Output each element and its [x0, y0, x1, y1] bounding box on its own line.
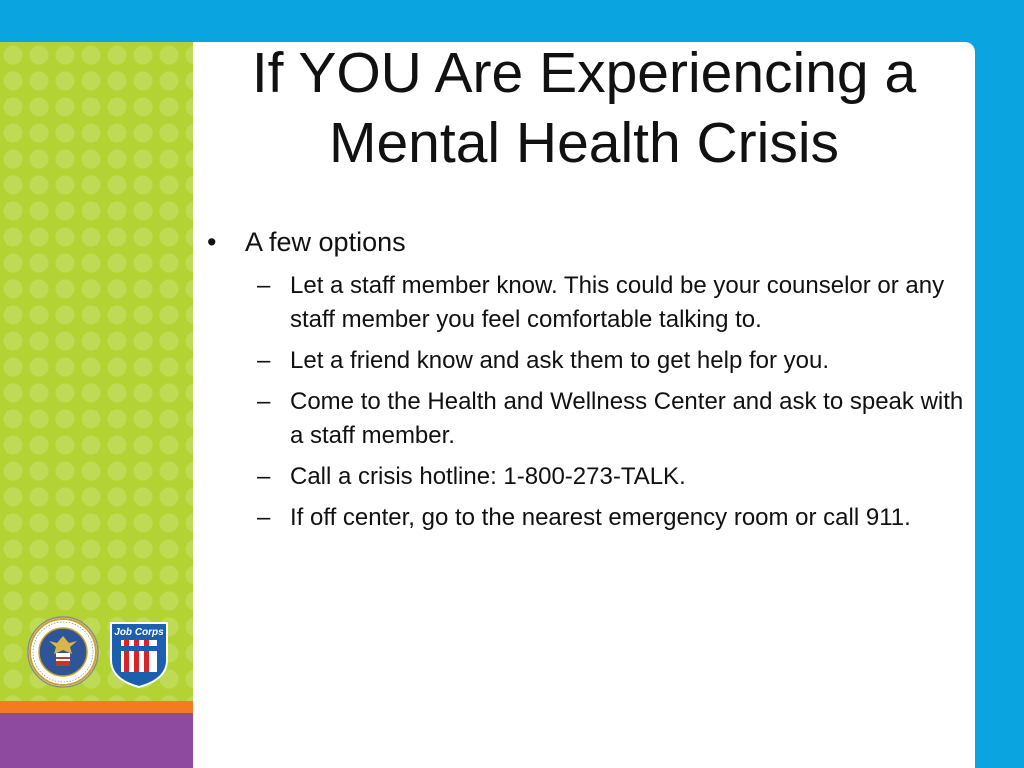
jobcorps-logo-text: Job Corps [114, 627, 164, 638]
dash-marker: – [257, 463, 271, 490]
sub-bullet-text: Call a crisis hotline: 1-800-273-TALK. [290, 463, 686, 490]
sub-bullet-text: Let a staff member know. This could be your counselor or any staff member you feel comfortable talking to. [290, 272, 945, 333]
sub-bullet-item [205, 501, 965, 535]
dash-marker: – [257, 272, 271, 299]
sub-bullet-text: If off center, go to the nearest emergency room or call 911. [290, 504, 911, 531]
sub-bullet-text: Let a friend know and ask them to get help for you. [290, 347, 829, 374]
department-of-labor-seal-icon [27, 616, 99, 688]
dash-marker: – [257, 504, 271, 531]
purple-stripe [0, 713, 193, 768]
bullet-list [205, 222, 965, 535]
bullet-marker: • [207, 227, 217, 257]
job-corps-shield-icon [108, 620, 170, 688]
sub-bullet-item [205, 269, 965, 337]
bullet-text: A few options [245, 227, 406, 257]
sub-bullet-item [205, 385, 965, 453]
sub-bullet-item [205, 344, 965, 378]
dash-marker: – [257, 388, 271, 415]
bullet-item [205, 222, 965, 262]
slide-title: If YOU Are Experiencing a Mental Health Crisis [251, 41, 917, 175]
dash-marker: – [257, 347, 271, 374]
orange-stripe [0, 701, 193, 713]
sub-bullet-item [205, 460, 965, 494]
sub-bullet-text: Come to the Health and Wellness Center and ask to speak with a staff member. [290, 388, 964, 449]
